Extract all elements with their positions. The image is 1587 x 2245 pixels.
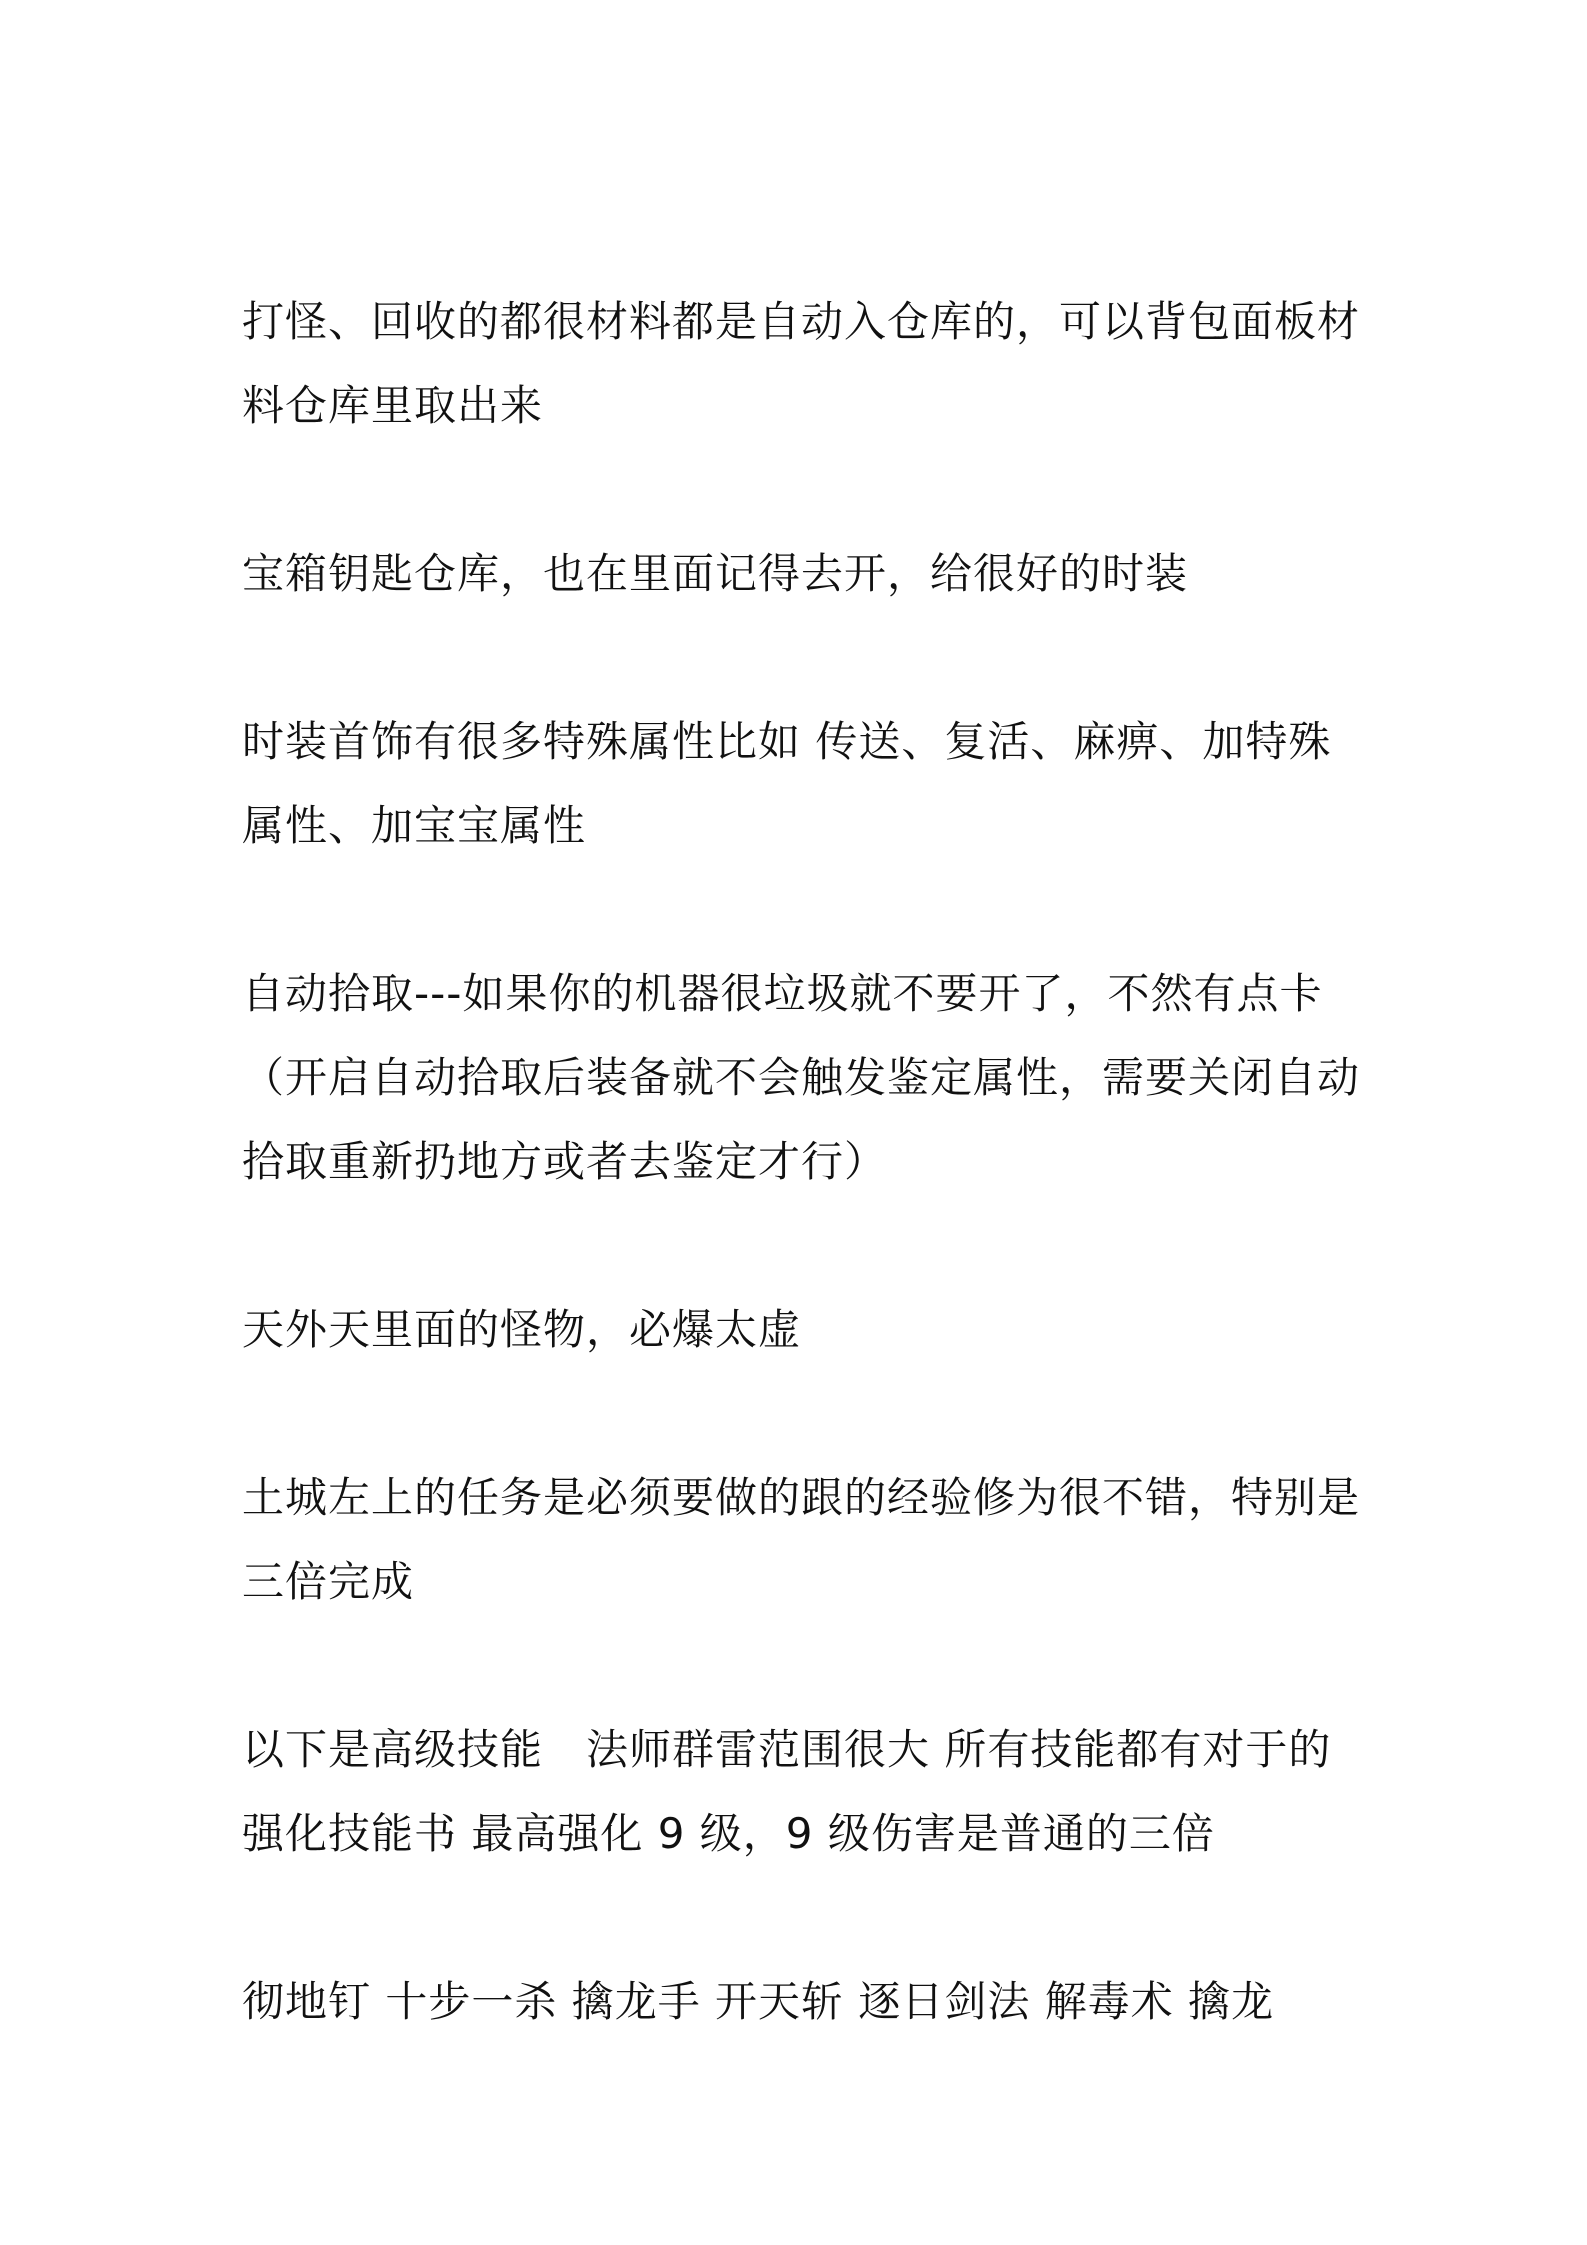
paragraph-auto-pickup: 自动拾取---如果你的机器很垃圾就不要开了，不然有点卡（开启自动拾取后装备就不会触发鉴定属性，需要关闭自动拾取重新扔地方或者去鉴定才行）	[242, 969, 1361, 1186]
paragraph-chest-key: 宝箱钥匙仓库，也在里面记得去开，给很好的时装	[242, 549, 1189, 598]
paragraph-outer-heaven: 天外天里面的怪物，必爆太虚	[242, 1305, 802, 1354]
document-body	[242, 280, 1362, 2128]
paragraph-advanced-skills: 以下是高级技能 法师群雷范围很大 所有技能都有对于的强化技能书 最高强化 9 级，9 级伤害是普通的三倍	[242, 1725, 1332, 1858]
paragraph-skill-list: 彻地钉 十步一杀 擒龙手 开天斩 逐日剑法 解毒术 擒龙	[242, 1977, 1275, 2026]
paragraph-town-quest: 土城左上的任务是必须要做的跟的经验修为很不错，特别是三倍完成	[242, 1473, 1361, 1606]
paragraph-material-warehouse: 打怪、回收的都很材料都是自动入仓库的，可以背包面板材料仓库里取出来	[242, 297, 1361, 430]
paragraph-fashion-attributes: 时装首饰有很多特殊属性比如 传送、复活、麻痹、加特殊属性、加宝宝属性	[242, 717, 1332, 850]
